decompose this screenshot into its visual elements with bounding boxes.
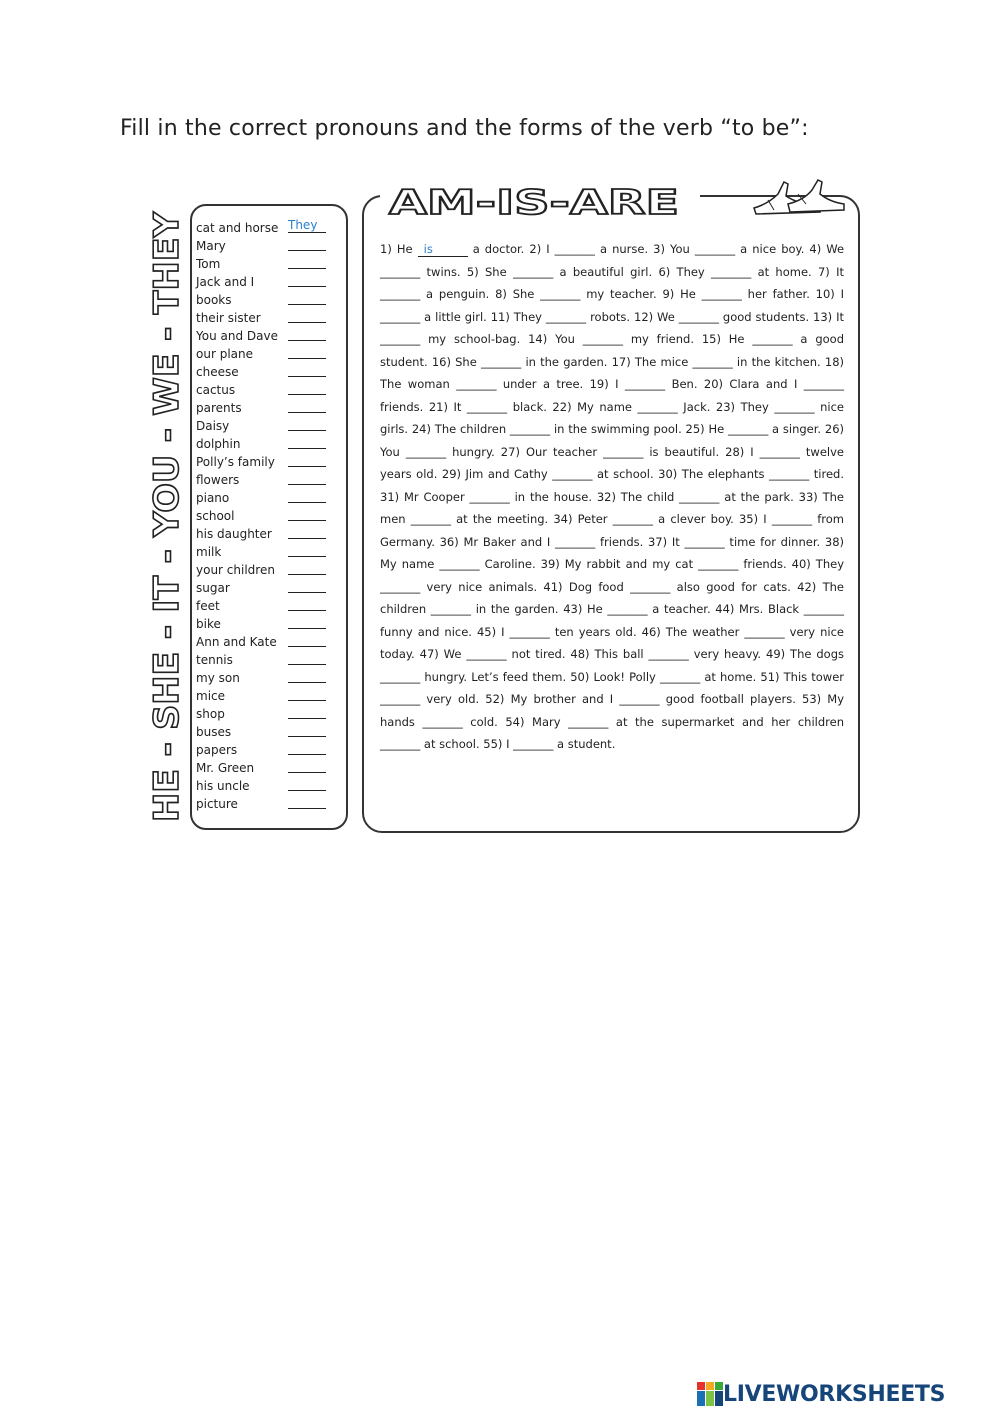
pronoun-row [196,309,332,327]
pronoun-answer-line [288,664,326,665]
pronoun-answer-line [288,412,326,413]
pronoun-banner [146,200,192,830]
pronoun-answer-line [288,430,326,431]
pronoun-row [196,453,332,471]
pronoun-answer-line [288,322,326,323]
pronoun-row [196,579,332,597]
pronoun-row [196,687,332,705]
pronoun-answer-line [288,502,326,503]
pronoun-row [196,381,332,399]
pronoun-row [196,525,332,543]
pronoun-answer-line [288,250,326,251]
pronoun-word: his uncle [196,779,250,793]
pronoun-word: cheese [196,365,239,379]
liveworksheets-brand: LIVEWORKSHEETS [723,1381,946,1407]
pronoun-word: your children [196,563,275,577]
pronoun-row [196,723,332,741]
pronoun-list [196,219,332,813]
pronoun-word: papers [196,743,238,757]
pronoun-word: tennis [196,653,233,667]
pronoun-row [196,615,332,633]
pronoun-answer-line [288,556,326,557]
pronoun-word: Polly’s family [196,455,275,469]
pronoun-row [196,597,332,615]
pronoun-answer-line [288,646,326,647]
pronoun-word: school [196,509,235,523]
pronoun-word: Jack and I [196,275,255,289]
sentence-text: a doctor. 2) I _______ a nurse. 3) You _______ a nice boy. 4) We _______ twins. 5) She _______ a beautiful girl. 6) They _______ at home. 7) It _______ a penguin. 8) She _______ my teacher. 9) He _______ her father. 10) I _______ a little girl. 11) They _______ robots. 12) We _______ good students. 13) It _______ my school-bag. 14) You _______ my friend. 15) He _______ a good student. 16) She _______ in the garden. 17) The mice _______ in the kitchen. 18) The woman _______ under a tree. 19) I _______ Ben. 20) Clara and I _______ friends. 21) It _______ black. 22) My name _______ Jack. 23) They _______ nice girls. 24) The children _______ in the swimming pool. 25) He _______ a singer. 26) You _______ hungry. 27) Our teacher _______ is beautiful. 28) I _______ twelve years old. 29) Jim and Cathy _______ at school. 30) The elephants _______ tired. 31) Mr Cooper _______ in the house. 32) The child _______ at the park. 33) The men _______ at the meeting. 34) Peter _______ a clever boy. 35) I _______ from Germany. 36) Mr Baker and I _______ friends. 37) It _______ time for dinner. 38) My name _______ Caroline. 39) My rabbit and my cat _______ friends. 40) They _______ very nice animals. 41) Dog food _______ also good for cats. 42) The children _______ in the garden. 43) He _______ a teacher. 44) Mrs. Black _______ funny and nice. 45) I _______ ten years old. 46) The weather _______ very nice today. 47) We _______ not tired. 48) This ball _______ very heavy. 49) The dogs _______ hungry. Let’s feed them. 50) Look! Polly _______ at home. 51) This tower _______ very old. 52) My brother and I _______ good football players. 53) My hands _______ cold. 54) Mary _______ at the supermarket and her children _______ at school. 55) I _______ a student. [380,242,845,751]
pronoun-answer-line [288,628,326,629]
pronoun-row [196,795,332,813]
pronoun-word: parents [196,401,242,415]
pronoun-answer-line [288,574,326,575]
pronoun-answer-line [288,466,326,467]
liveworksheets-logo-icon [697,1382,723,1406]
sentence-1-start: 1) He [380,242,413,256]
pronoun-row [196,435,332,453]
pronoun-row [196,543,332,561]
pronoun-word: Daisy [196,419,230,433]
pronoun-answer-line [288,394,326,395]
pronoun-row [196,399,332,417]
pronoun-row [196,273,332,291]
pronoun-answer-line [288,772,326,773]
pronoun-word: cat and horse [196,221,279,235]
pronoun-row [196,489,332,507]
pronoun-row [196,291,332,309]
pronoun-row [196,255,332,273]
pronoun-row [196,633,332,651]
pronoun-answer-line [288,790,326,791]
pronoun-answer-line [288,376,326,377]
pronoun-row [196,741,332,759]
pronoun-answer-line [288,610,326,611]
pronoun-word: Ann and Kate [196,635,277,649]
pronoun-answer-line [288,538,326,539]
pronoun-row [196,561,332,579]
pronoun-row [196,705,332,723]
pronoun-answer-line [288,268,326,269]
pronoun-word: picture [196,797,238,811]
pronoun-row [196,417,332,435]
pronoun-word: their sister [196,311,261,325]
pronoun-answer-line [288,340,326,341]
pronoun-answer-line [288,286,326,287]
pronoun-word: flowers [196,473,240,487]
pronoun-row [196,327,332,345]
pronoun-word: his daughter [196,527,272,541]
pronoun-row [196,237,332,255]
pronoun-word: Mr. Green [196,761,255,775]
pronoun-answer-line [288,736,326,737]
am-is-are-title-text: AM-IS-ARE [389,183,679,222]
liveworksheets-logo [697,1378,945,1410]
pronoun-word: Tom [196,257,221,271]
pronoun-row [196,471,332,489]
pronoun-row [196,759,332,777]
pronoun-word: Mary [196,239,226,253]
pronoun-answer-line [288,808,326,809]
pronoun-word: my son [196,671,240,685]
pronoun-word: dolphin [196,437,241,451]
pronoun-answer-line [288,682,326,683]
pronoun-banner-text: HE - SHE - IT - YOU - WE - THEY [147,229,187,822]
instruction-heading: Fill in the correct pronouns and the forms of the verb “to be”: [120,116,809,141]
pronoun-word: cactus [196,383,236,397]
pronoun-word: piano [196,491,230,505]
pronoun-word: sugar [196,581,230,595]
shoes-illustration [748,174,848,218]
pronoun-answer-line [288,592,326,593]
pronoun-answer-line [288,520,326,521]
pronoun-answer-field[interactable]: They [288,218,318,232]
pronoun-word: mice [196,689,226,703]
pronoun-word: bike [196,617,221,631]
am-is-are-title [385,180,685,222]
pronoun-row [196,651,332,669]
pronoun-answer-line [288,448,326,449]
pronoun-answer-line [288,358,326,359]
pronoun-word: shop [196,707,225,721]
pronoun-row [196,345,332,363]
sentences-paragraph [380,238,844,756]
pronoun-row [196,363,332,381]
pronoun-answer-line [288,304,326,305]
pronoun-answer-line [288,754,326,755]
pronoun-answer-line [288,484,326,485]
answer-field-1[interactable]: is [418,242,468,257]
pronoun-word: milk [196,545,222,559]
pronoun-row [196,507,332,525]
pronoun-row [196,669,332,687]
pronoun-word: our plane [196,347,253,361]
pronoun-word: buses [196,725,232,739]
pronoun-answer-line [288,718,326,719]
pronoun-row [196,777,332,795]
pronoun-word: feet [196,599,220,613]
pronoun-word: books [196,293,232,307]
pronoun-word: You and Dave [196,329,278,343]
pronoun-row [196,219,332,237]
pronoun-answer-line [288,700,326,701]
